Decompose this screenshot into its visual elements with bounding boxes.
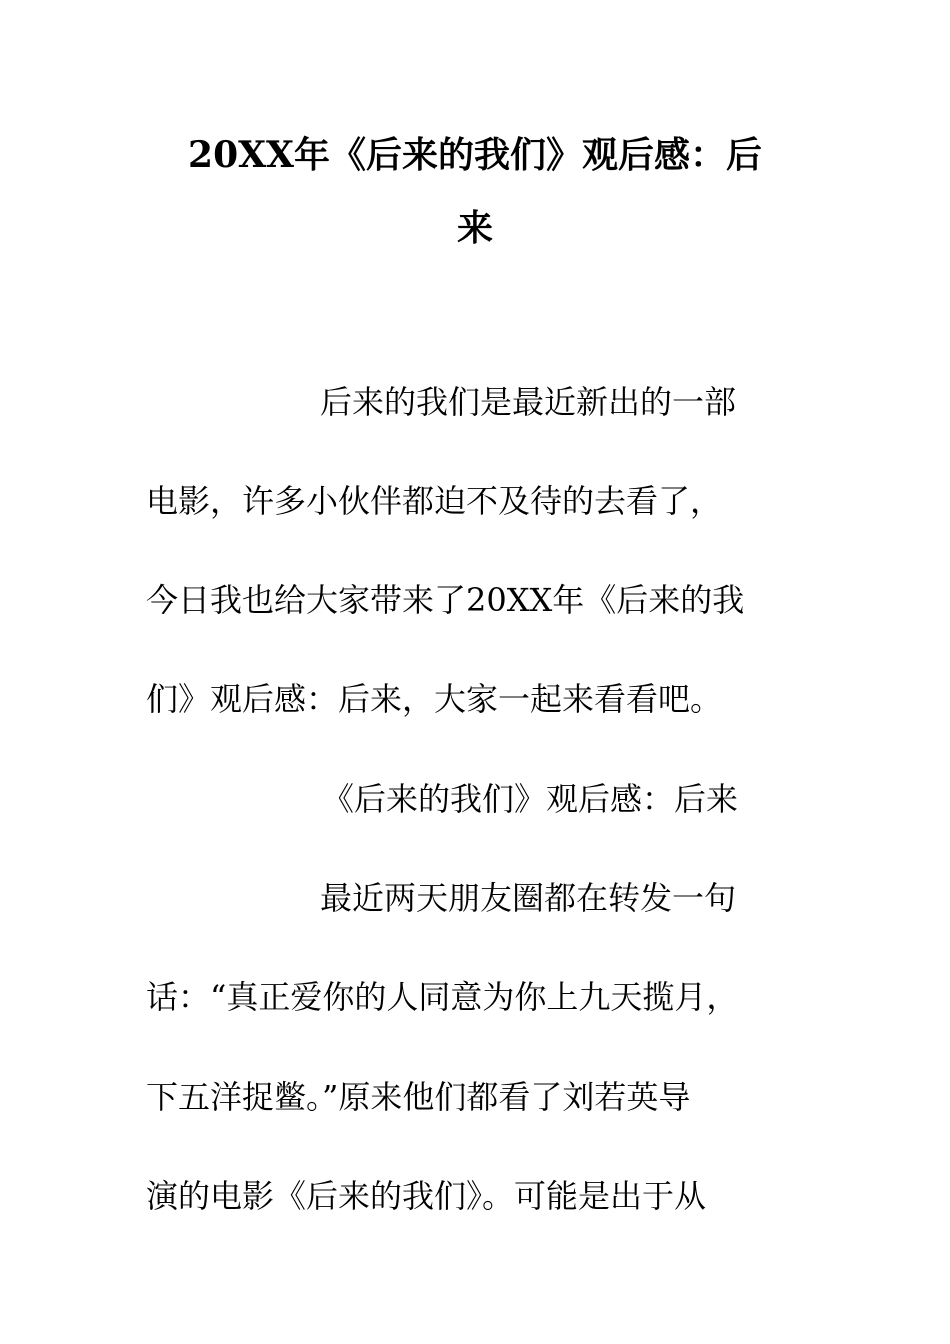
body-line-7: 话：“真正爱你的人同意为你上九天揽月， [146,978,739,1016]
body-line-3: 今日我也给大家带来了20XX年《后来的我 [146,581,745,619]
body-line-2: 电影，许多小伙伴都迫不及待的去看了， [146,482,723,520]
document-title-line-2: 来 [456,207,493,249]
section-heading: 《后来的我们》观后感：后来 [322,780,739,818]
body-line-1: 后来的我们是最近新出的一部 [320,383,737,421]
body-line-9: 演的电影《后来的我们》。可能是出于从 [146,1177,707,1215]
body-line-8: 下五洋捉鳖。”原来他们都看了刘若英导 [146,1078,691,1116]
document-title-line-1: 20XX年《后来的我们》观后感：后 [188,134,762,176]
body-line-4: 们》观后感：后来，大家一起来看看吧。 [146,680,723,718]
body-line-6: 最近两天朋友圈都在转发一句 [320,879,737,917]
